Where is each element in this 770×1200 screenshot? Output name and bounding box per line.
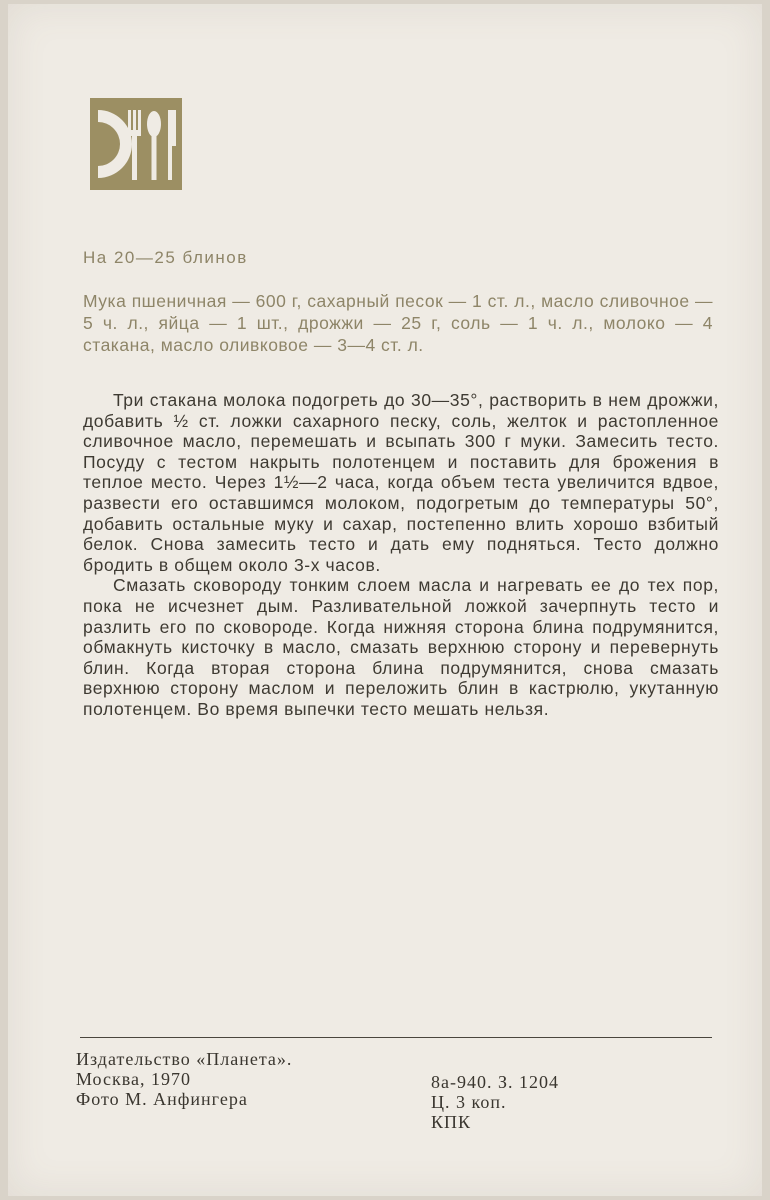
imprint-right-block — [431, 1072, 559, 1132]
price-line: Ц. 3 коп. — [431, 1092, 507, 1112]
city-year-line: Москва, 1970 — [76, 1069, 191, 1089]
portion-line: На 20—25 блинов — [83, 248, 248, 267]
imprint-divider — [80, 1037, 712, 1038]
imprint-left-block — [76, 1049, 292, 1109]
print-code-line: 8а-940. З. 1204 — [431, 1072, 560, 1092]
photo-credit-line: Фото М. Анфингера — [76, 1089, 248, 1109]
printer-line: КПК — [431, 1112, 472, 1132]
publisher-line: Издательство «Планета». — [76, 1049, 293, 1069]
method-paragraph-1: Три стакана молока подогреть до 30—35°, растворить в нем дрожжи, добавить ½ ст. ложки сахарного песку, соль, желток и растопленное сливочное масло, перемешать и всыпать 300 г муки. Замесить тесто. Посуду с тестом накрыть полотенцем и поставить для брожения в теплое место. Через 1½—2 часа, когда объем теста увеличится вдвое, развести его оставшимся молоком, подогретым до температуры 50°, добавить остальные муку и сахар, постепенно влить хорошо взбитый белок. Снова замесить тесто и дать ему подняться. Тесто должно бродить в общем около 3-х часов. — [83, 390, 719, 575]
method-paragraph-2: Смазать сковороду тонким слоем масла и нагревать ее до тех пор, пока не исчезнет дым. Разливательной ложкой зачерпнуть тесто и разлить его по сковороде. Когда нижняя сторона блина подрумянится, обмакнуть кисточку в масло, смазать верхнюю сторону и перевернуть блин. Когда вторая сторона блина подрумянится, снова смазать верхнюю сторону маслом и переложить блин в кастрюлю, укутанную полотенцем. Во время выпечки тесто мешать нельзя. — [83, 575, 719, 719]
method-text — [83, 390, 719, 720]
recipe-card — [8, 4, 762, 1196]
ingredients-text: Мука пшеничная — 600 г, сахарный песок — 1 ст. л., масло сливочное — 5 ч. л., яйца — 1 шт., дрожжи — 25 г, соль — 1 ч. л., молоко — 4 стакана, масло оливковое — 3—4 ст. л. — [83, 291, 713, 355]
plate-cutlery-logo-icon — [88, 96, 184, 192]
